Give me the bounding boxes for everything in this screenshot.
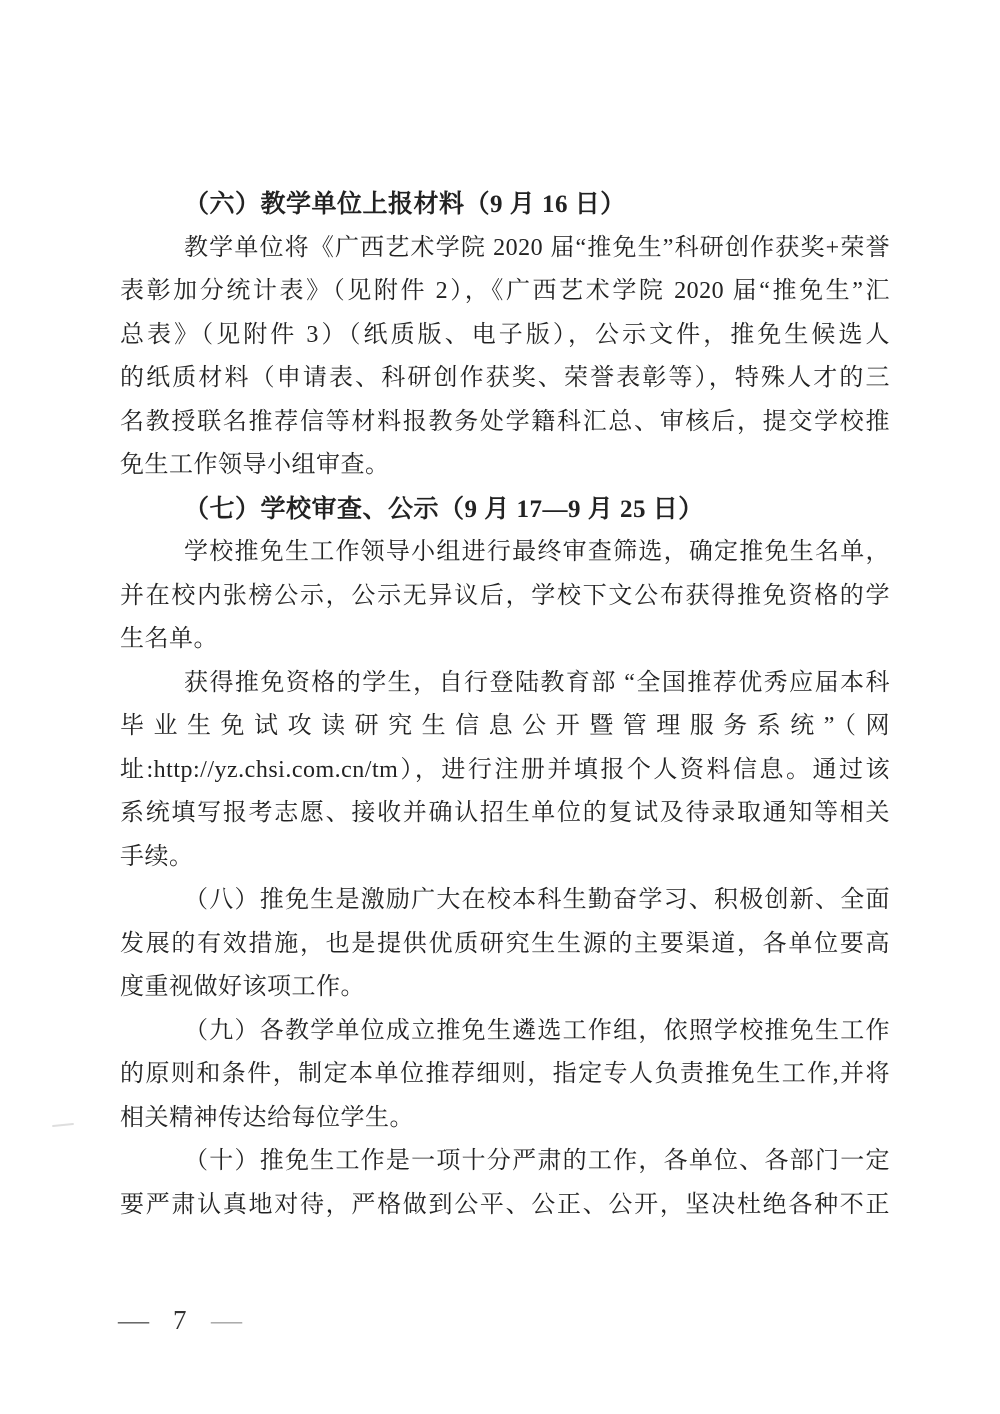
text-line-content: （六）教学单位上报材料（9 月 16 日） [184,191,626,218]
text-line [120,966,890,1010]
text-line-content: 度重视做好该项工作。 [120,974,365,1000]
scan-artifact [52,1123,74,1127]
text-line [120,705,890,749]
text-line [120,662,890,706]
text-line-content: 毕业生免试攻读研究生信息公开暨管理服务系统”（网 [120,713,890,739]
text-line [120,444,890,488]
text-line [120,314,890,358]
text-line-content: 的原则和条件，制定本单位推荐细则，指定专人负责推免生工作,并将 [120,1061,890,1087]
text-line [120,227,890,271]
text-line-content: 教学单位将《广西艺术学院 2020 届“推免生”科研创作获奖+荣誉 [184,234,890,261]
text-line-content: （十）推免生工作是一项十分严肃的工作，各单位、各部门一定 [184,1148,890,1174]
text-line-content: （八）推免生是激励广大在校本科生勤奋学习、积极创新、全面 [184,887,890,913]
text-line-content: 发展的有效措施，也是提供优质研究生生源的主要渠道，各单位要高 [120,930,890,957]
text-line-content: （七）学校审查、公示（9 月 17—9 月 25 日） [184,495,704,523]
text-line-content: 获得推免资格的学生，自行登陆教育部 “全国推荐优秀应届本科 [184,669,890,696]
text-line [120,488,890,532]
text-line [120,183,890,227]
text-line [120,1097,890,1141]
text-line [120,401,890,445]
page-number: 7 [173,1304,187,1335]
text-line-content: 生名单。 [120,626,218,652]
text-line [120,836,890,880]
text-line [120,270,890,314]
text-line-content: 学校推免生工作领导小组进行最终审查筛选，确定推免生名单， [184,539,890,565]
text-line [120,923,890,967]
text-line [120,575,890,619]
footer-dash-left: — [117,1304,150,1335]
text-line [120,1140,890,1184]
text-line [120,1010,890,1054]
text-line [120,1184,890,1228]
text-line [120,1053,890,1097]
text-line [120,749,890,793]
text-line-content: 址:http://yz.chsi.com.cn/tm），进行注册并填报个人资料信息。通过该 [120,756,890,783]
text-line-content: 并在校内张榜公示，公示无异议后，学校下文公布获得推免资格的学 [120,582,890,609]
footer-dash-right: — [210,1304,242,1335]
text-line-content: 名教授联名推荐信等材料报教务处学籍科汇总、审核后，提交学校推 [120,408,890,435]
text-line-content: 免生工作领导小组审查。 [120,452,390,478]
text-line-content: 总表》（见附件 3）（纸质版、电子版），公示文件，推免生候选人 [120,321,890,348]
document-body [120,183,890,1227]
page-footer [117,1300,242,1340]
text-line-content: 系统填写报考志愿、接收并确认招生单位的复试及待录取通知等相关 [120,800,890,826]
text-line [120,792,890,836]
text-line-content: 要严肃认真地对待，严格做到公平、公正、公开，坚决杜绝各种不正 [120,1191,890,1218]
text-line-content: 的纸质材料（申请表、科研创作获奖、荣誉表彰等），特殊人才的三 [120,365,890,391]
text-line [120,357,890,401]
text-line-content: 相关精神传达给每位学生。 [120,1104,414,1131]
text-line [120,531,890,575]
text-line-content: 手续。 [120,843,194,870]
text-line-content: （九）各教学单位成立推免生遴选工作组，依照学校推免生工作 [184,1017,890,1044]
text-line-content: 表彰加分统计表》（见附件 2），《广西艺术学院 2020 届“推免生”汇 [120,278,890,304]
text-line [120,618,890,662]
text-line [120,879,890,923]
